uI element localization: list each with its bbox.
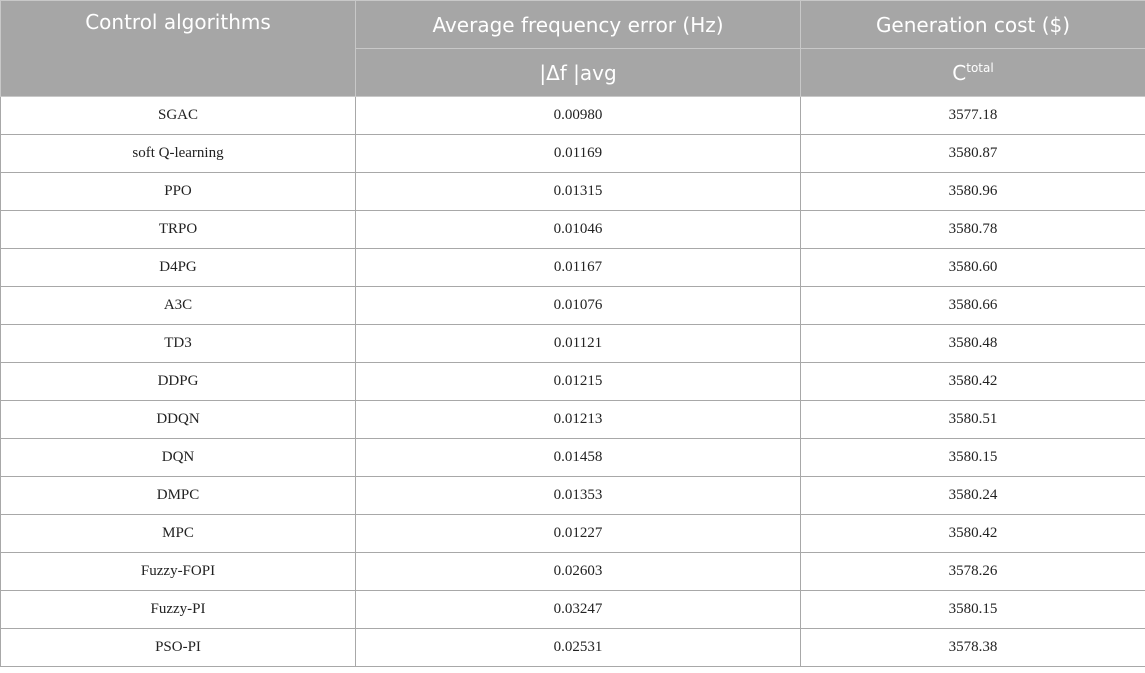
table-header bbox=[1, 1, 1145, 97]
table-row bbox=[1, 287, 1145, 325]
cell-frequency-error: 0.00980 bbox=[356, 97, 801, 135]
cell-frequency-error: 0.02531 bbox=[356, 629, 801, 667]
cell-algorithm: D4PG bbox=[1, 249, 356, 287]
cell-generation-cost: 3580.87 bbox=[801, 135, 1145, 173]
cell-algorithm: MPC bbox=[1, 515, 356, 553]
cell-frequency-error: 0.01167 bbox=[356, 249, 801, 287]
cell-frequency-error: 0.01121 bbox=[356, 325, 801, 363]
cell-algorithm: TD3 bbox=[1, 325, 356, 363]
subheader-c-total bbox=[801, 49, 1145, 97]
table-row bbox=[1, 553, 1145, 591]
cell-generation-cost: 3580.42 bbox=[801, 515, 1145, 553]
cell-generation-cost: 3580.42 bbox=[801, 363, 1145, 401]
table-row bbox=[1, 591, 1145, 629]
cell-frequency-error: 0.02603 bbox=[356, 553, 801, 591]
cell-algorithm: PPO bbox=[1, 173, 356, 211]
table-row bbox=[1, 401, 1145, 439]
cell-frequency-error: 0.01213 bbox=[356, 401, 801, 439]
cell-frequency-error: 0.01215 bbox=[356, 363, 801, 401]
table-row bbox=[1, 515, 1145, 553]
cell-algorithm: Fuzzy-PI bbox=[1, 591, 356, 629]
table-row bbox=[1, 173, 1145, 211]
cell-generation-cost: 3578.26 bbox=[801, 553, 1145, 591]
table-row bbox=[1, 135, 1145, 173]
cell-algorithm: DDQN bbox=[1, 401, 356, 439]
cell-algorithm: Fuzzy-FOPI bbox=[1, 553, 356, 591]
header-average-frequency-error: Average frequency error (Hz) bbox=[356, 1, 801, 49]
table-row bbox=[1, 439, 1145, 477]
cell-algorithm: soft Q-learning bbox=[1, 135, 356, 173]
cell-generation-cost: 3577.18 bbox=[801, 97, 1145, 135]
header-generation-cost: Generation cost ($) bbox=[801, 1, 1145, 49]
cell-frequency-error: 0.01227 bbox=[356, 515, 801, 553]
cell-generation-cost: 3580.24 bbox=[801, 477, 1145, 515]
cell-frequency-error: 0.01169 bbox=[356, 135, 801, 173]
cell-algorithm: DDPG bbox=[1, 363, 356, 401]
table-row bbox=[1, 477, 1145, 515]
cell-algorithm: DQN bbox=[1, 439, 356, 477]
subheader-delta-f-avg: |Δf |avg bbox=[356, 49, 801, 97]
total-superscript: total bbox=[966, 60, 994, 75]
cell-generation-cost: 3580.15 bbox=[801, 591, 1145, 629]
table-row bbox=[1, 325, 1145, 363]
cell-generation-cost: 3580.96 bbox=[801, 173, 1145, 211]
table-row bbox=[1, 363, 1145, 401]
cell-generation-cost: 3580.48 bbox=[801, 325, 1145, 363]
cell-frequency-error: 0.03247 bbox=[356, 591, 801, 629]
cell-generation-cost: 3580.78 bbox=[801, 211, 1145, 249]
cell-algorithm: SGAC bbox=[1, 97, 356, 135]
table-row bbox=[1, 97, 1145, 135]
cell-frequency-error: 0.01046 bbox=[356, 211, 801, 249]
table-row bbox=[1, 211, 1145, 249]
cell-generation-cost: 3580.15 bbox=[801, 439, 1145, 477]
cell-algorithm: A3C bbox=[1, 287, 356, 325]
table-row bbox=[1, 249, 1145, 287]
cell-algorithm: PSO-PI bbox=[1, 629, 356, 667]
c-symbol: C bbox=[952, 60, 967, 85]
cell-generation-cost: 3580.51 bbox=[801, 401, 1145, 439]
cell-algorithm: TRPO bbox=[1, 211, 356, 249]
cell-frequency-error: 0.01076 bbox=[356, 287, 801, 325]
cell-frequency-error: 0.01315 bbox=[356, 173, 801, 211]
table-row bbox=[1, 629, 1145, 667]
header-row bbox=[1, 1, 1145, 49]
cell-algorithm: DMPC bbox=[1, 477, 356, 515]
cell-frequency-error: 0.01353 bbox=[356, 477, 801, 515]
table-body bbox=[1, 97, 1145, 667]
cell-generation-cost: 3580.66 bbox=[801, 287, 1145, 325]
cell-generation-cost: 3580.60 bbox=[801, 249, 1145, 287]
cell-generation-cost: 3578.38 bbox=[801, 629, 1145, 667]
header-control-algorithms: Control algorithms bbox=[1, 1, 356, 97]
cell-frequency-error: 0.01458 bbox=[356, 439, 801, 477]
